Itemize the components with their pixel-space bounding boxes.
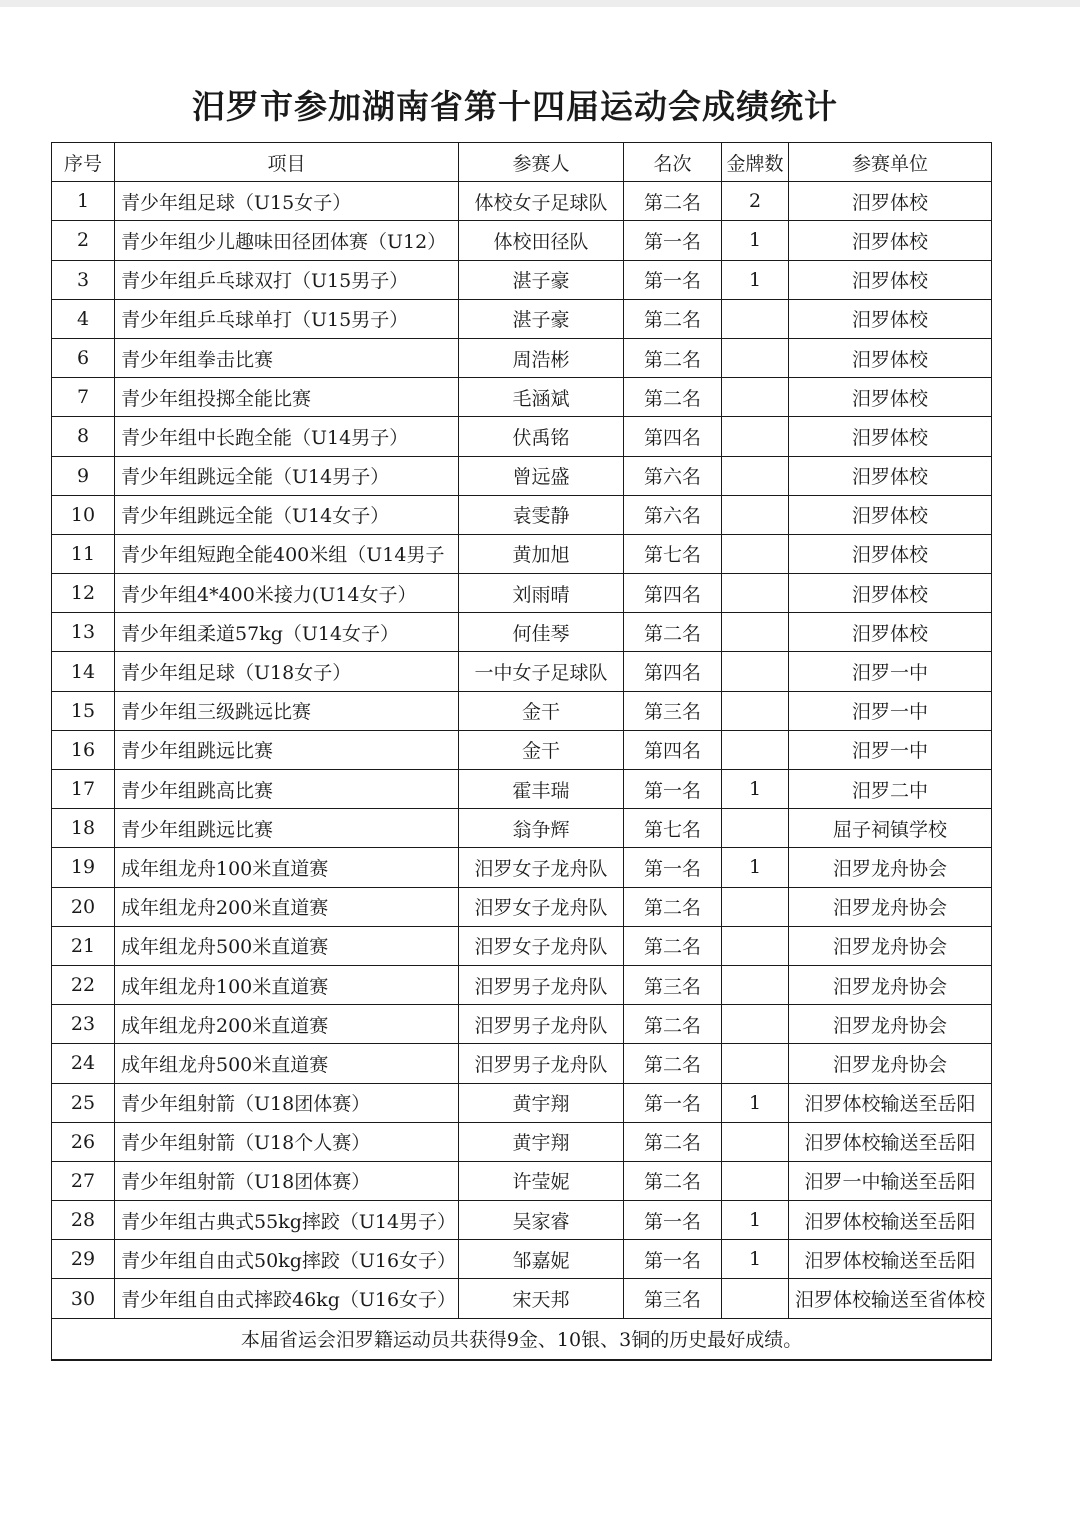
table-row	[52, 260, 992, 299]
table-row	[52, 1005, 992, 1044]
row-index: 27	[52, 1161, 115, 1200]
row-participant: 汨罗女子龙舟队	[459, 848, 624, 887]
row-gold	[722, 1279, 789, 1318]
header-unit: 参赛单位	[789, 143, 992, 182]
row-gold	[722, 338, 789, 377]
row-gold: 2	[722, 182, 789, 221]
row-index: 10	[52, 495, 115, 534]
row-event: 青少年组4*400米接力(U14女子）	[115, 574, 459, 613]
table-row	[52, 652, 992, 691]
row-index: 18	[52, 809, 115, 848]
table-row	[52, 221, 992, 260]
row-event: 青少年组投掷全能比赛	[115, 378, 459, 417]
row-rank: 第二名	[624, 182, 722, 221]
row-gold: 1	[722, 1083, 789, 1122]
row-gold: 1	[722, 260, 789, 299]
row-rank: 第二名	[624, 1122, 722, 1161]
row-event: 青少年组拳击比赛	[115, 338, 459, 377]
row-index: 9	[52, 456, 115, 495]
row-gold: 1	[722, 221, 789, 260]
row-event: 青少年组短跑全能400米组（U14男子	[115, 534, 459, 573]
row-gold	[722, 299, 789, 338]
row-event: 成年组龙舟100米直道赛	[115, 848, 459, 887]
row-participant: 汨罗男子龙舟队	[459, 965, 624, 1004]
row-index: 7	[52, 378, 115, 417]
row-participant: 何佳琴	[459, 613, 624, 652]
row-participant: 体校田径队	[459, 221, 624, 260]
row-rank: 第四名	[624, 730, 722, 769]
row-index: 17	[52, 770, 115, 809]
row-index: 11	[52, 534, 115, 573]
row-rank: 第二名	[624, 1044, 722, 1083]
table-row	[52, 1044, 992, 1083]
row-gold: 1	[722, 770, 789, 809]
row-participant: 黄宇翔	[459, 1083, 624, 1122]
row-event: 青少年组中长跑全能（U14男子）	[115, 417, 459, 456]
row-index: 24	[52, 1044, 115, 1083]
row-participant: 霍丰瑞	[459, 770, 624, 809]
row-index: 21	[52, 926, 115, 965]
table-row	[52, 1201, 992, 1240]
row-unit: 汨罗一中	[789, 691, 992, 730]
table-row	[52, 1279, 992, 1318]
row-event: 青少年组射箭（U18团体赛）	[115, 1083, 459, 1122]
row-rank: 第二名	[624, 338, 722, 377]
row-rank: 第七名	[624, 809, 722, 848]
row-unit: 汨罗体校	[789, 495, 992, 534]
row-gold	[722, 1044, 789, 1083]
table-row	[52, 691, 992, 730]
row-index: 22	[52, 965, 115, 1004]
table-row	[52, 417, 992, 456]
table-row	[52, 338, 992, 377]
row-unit: 汨罗体校输送至省体校	[789, 1279, 992, 1318]
row-gold	[722, 1161, 789, 1200]
row-event: 青少年组跳高比赛	[115, 770, 459, 809]
row-gold	[722, 809, 789, 848]
header-event: 项目	[115, 143, 459, 182]
row-event: 青少年组足球（U15女子）	[115, 182, 459, 221]
row-gold	[722, 1122, 789, 1161]
row-unit: 汨罗体校	[789, 260, 992, 299]
table-row	[52, 1240, 992, 1279]
row-unit: 汨罗二中	[789, 770, 992, 809]
row-index: 28	[52, 1201, 115, 1240]
row-rank: 第二名	[624, 926, 722, 965]
row-rank: 第二名	[624, 299, 722, 338]
row-participant: 汨罗女子龙舟队	[459, 887, 624, 926]
row-gold	[722, 613, 789, 652]
row-participant: 翁争辉	[459, 809, 624, 848]
row-event: 青少年组射箭（U18个人赛）	[115, 1122, 459, 1161]
row-unit: 汨罗一中	[789, 730, 992, 769]
row-index: 29	[52, 1240, 115, 1279]
row-unit: 屈子祠镇学校	[789, 809, 992, 848]
row-index: 15	[52, 691, 115, 730]
row-participant: 毛涵斌	[459, 378, 624, 417]
row-rank: 第二名	[624, 378, 722, 417]
table-row	[52, 613, 992, 652]
row-index: 3	[52, 260, 115, 299]
row-unit: 汨罗体校输送至岳阳	[789, 1122, 992, 1161]
table-row	[52, 1122, 992, 1161]
row-unit: 汨罗龙舟协会	[789, 1005, 992, 1044]
header-row	[52, 143, 992, 182]
row-index: 23	[52, 1005, 115, 1044]
header-rank: 名次	[624, 143, 722, 182]
table-row	[52, 730, 992, 769]
row-rank: 第六名	[624, 456, 722, 495]
footer-row	[52, 1318, 992, 1360]
row-participant: 刘雨晴	[459, 574, 624, 613]
table-row	[52, 574, 992, 613]
row-participant: 汨罗男子龙舟队	[459, 1044, 624, 1083]
row-gold	[722, 965, 789, 1004]
row-rank: 第一名	[624, 1240, 722, 1279]
row-unit: 汨罗体校	[789, 574, 992, 613]
row-gold	[722, 495, 789, 534]
row-participant: 袁雯静	[459, 495, 624, 534]
row-event: 青少年组射箭（U18团体赛）	[115, 1161, 459, 1200]
row-event: 成年组龙舟100米直道赛	[115, 965, 459, 1004]
row-event: 成年组龙舟200米直道赛	[115, 887, 459, 926]
row-unit: 汨罗体校	[789, 456, 992, 495]
table-row	[52, 534, 992, 573]
row-unit: 汨罗龙舟协会	[789, 887, 992, 926]
row-event: 青少年组跳远比赛	[115, 809, 459, 848]
row-unit: 汨罗龙舟协会	[789, 926, 992, 965]
row-rank: 第一名	[624, 848, 722, 887]
row-unit: 汨罗一中	[789, 652, 992, 691]
row-unit: 汨罗体校输送至岳阳	[789, 1083, 992, 1122]
page-title: 汨罗市参加湖南省第十四届运动会成绩统计	[192, 87, 838, 126]
row-unit: 汨罗体校	[789, 534, 992, 573]
row-participant: 湛子豪	[459, 299, 624, 338]
row-event: 青少年组古典式55kg摔跤（U14男子）	[115, 1201, 459, 1240]
top-bar	[0, 0, 1080, 7]
row-participant: 许莹妮	[459, 1161, 624, 1200]
table-row	[52, 809, 992, 848]
row-rank: 第四名	[624, 574, 722, 613]
row-gold	[722, 574, 789, 613]
row-unit: 汨罗体校	[789, 299, 992, 338]
row-rank: 第一名	[624, 1083, 722, 1122]
table-row	[52, 495, 992, 534]
row-unit: 汨罗体校输送至岳阳	[789, 1201, 992, 1240]
row-event: 青少年组三级跳远比赛	[115, 691, 459, 730]
row-event: 青少年组跳远比赛	[115, 730, 459, 769]
row-gold	[722, 378, 789, 417]
row-gold: 1	[722, 1240, 789, 1279]
row-participant: 一中女子足球队	[459, 652, 624, 691]
row-rank: 第六名	[624, 495, 722, 534]
header-gold: 金牌数	[722, 143, 789, 182]
row-index: 14	[52, 652, 115, 691]
row-rank: 第一名	[624, 221, 722, 260]
row-index: 25	[52, 1083, 115, 1122]
row-index: 16	[52, 730, 115, 769]
row-participant: 黄宇翔	[459, 1122, 624, 1161]
row-participant: 湛子豪	[459, 260, 624, 299]
row-gold	[722, 926, 789, 965]
row-participant: 伏禹铭	[459, 417, 624, 456]
row-index: 8	[52, 417, 115, 456]
row-unit: 汨罗体校	[789, 613, 992, 652]
row-event: 青少年组乒乓球双打（U15男子）	[115, 260, 459, 299]
row-unit: 汨罗龙舟协会	[789, 1044, 992, 1083]
row-participant: 宋天邦	[459, 1279, 624, 1318]
row-index: 19	[52, 848, 115, 887]
row-rank: 第四名	[624, 417, 722, 456]
row-gold	[722, 887, 789, 926]
row-rank: 第三名	[624, 1279, 722, 1318]
row-rank: 第七名	[624, 534, 722, 573]
row-unit: 汨罗体校	[789, 338, 992, 377]
table-row	[52, 1161, 992, 1200]
table-row	[52, 1083, 992, 1122]
row-gold: 1	[722, 848, 789, 887]
table-row	[52, 926, 992, 965]
row-participant: 汨罗男子龙舟队	[459, 1005, 624, 1044]
row-event: 青少年组柔道57kg（U14女子）	[115, 613, 459, 652]
row-participant: 邹嘉妮	[459, 1240, 624, 1279]
row-gold	[722, 1005, 789, 1044]
table-row	[52, 182, 992, 221]
row-event: 青少年组足球（U18女子）	[115, 652, 459, 691]
row-participant: 金干	[459, 730, 624, 769]
row-gold	[722, 730, 789, 769]
table-row	[52, 299, 992, 338]
row-rank: 第一名	[624, 260, 722, 299]
row-participant: 周浩彬	[459, 338, 624, 377]
row-gold: 1	[722, 1201, 789, 1240]
row-unit: 汨罗体校	[789, 221, 992, 260]
row-index: 30	[52, 1279, 115, 1318]
row-participant: 体校女子足球队	[459, 182, 624, 221]
row-participant: 曾远盛	[459, 456, 624, 495]
row-rank: 第四名	[624, 652, 722, 691]
row-unit: 汨罗体校	[789, 182, 992, 221]
row-unit: 汨罗体校	[789, 378, 992, 417]
row-unit: 汨罗龙舟协会	[789, 848, 992, 887]
row-rank: 第二名	[624, 613, 722, 652]
row-rank: 第一名	[624, 770, 722, 809]
row-index: 6	[52, 338, 115, 377]
row-unit: 汨罗体校	[789, 417, 992, 456]
row-participant: 黄加旭	[459, 534, 624, 573]
row-gold	[722, 534, 789, 573]
table-row	[52, 378, 992, 417]
row-index: 12	[52, 574, 115, 613]
row-gold	[722, 417, 789, 456]
row-unit: 汨罗龙舟协会	[789, 965, 992, 1004]
row-index: 13	[52, 613, 115, 652]
row-event: 成年组龙舟200米直道赛	[115, 1005, 459, 1044]
row-event: 青少年组少儿趣味田径团体赛（U12）	[115, 221, 459, 260]
row-rank: 第一名	[624, 1201, 722, 1240]
header-index: 序号	[52, 143, 115, 182]
table-row	[52, 965, 992, 1004]
row-unit: 汨罗体校输送至岳阳	[789, 1240, 992, 1279]
table-row	[52, 848, 992, 887]
row-event: 青少年组跳远全能（U14男子）	[115, 456, 459, 495]
row-rank: 第二名	[624, 1005, 722, 1044]
row-unit: 汨罗一中输送至岳阳	[789, 1161, 992, 1200]
row-rank: 第二名	[624, 1161, 722, 1200]
header-participant: 参赛人	[459, 143, 624, 182]
row-participant: 吴家睿	[459, 1201, 624, 1240]
row-rank: 第三名	[624, 965, 722, 1004]
row-gold	[722, 691, 789, 730]
row-rank: 第三名	[624, 691, 722, 730]
table-row	[52, 887, 992, 926]
row-gold	[722, 456, 789, 495]
row-rank: 第二名	[624, 887, 722, 926]
row-event: 青少年组跳远全能（U14女子）	[115, 495, 459, 534]
row-event: 成年组龙舟500米直道赛	[115, 926, 459, 965]
row-index: 2	[52, 221, 115, 260]
row-event: 青少年组自由式50kg摔跤（U16女子）	[115, 1240, 459, 1279]
row-event: 青少年组乒乓球单打（U15男子）	[115, 299, 459, 338]
table-row	[52, 456, 992, 495]
row-event: 成年组龙舟500米直道赛	[115, 1044, 459, 1083]
row-participant: 金干	[459, 691, 624, 730]
row-index: 20	[52, 887, 115, 926]
summary-note: 本届省运会汨罗籍运动员共获得9金、10银、3铜的历史最好成绩。	[52, 1318, 992, 1360]
row-index: 4	[52, 299, 115, 338]
row-gold	[722, 652, 789, 691]
row-participant: 汨罗女子龙舟队	[459, 926, 624, 965]
table-row	[52, 770, 992, 809]
row-index: 26	[52, 1122, 115, 1161]
row-index: 1	[52, 182, 115, 221]
row-event: 青少年组自由式摔跤46kg（U16女子）	[115, 1279, 459, 1318]
results-table	[51, 142, 992, 1361]
